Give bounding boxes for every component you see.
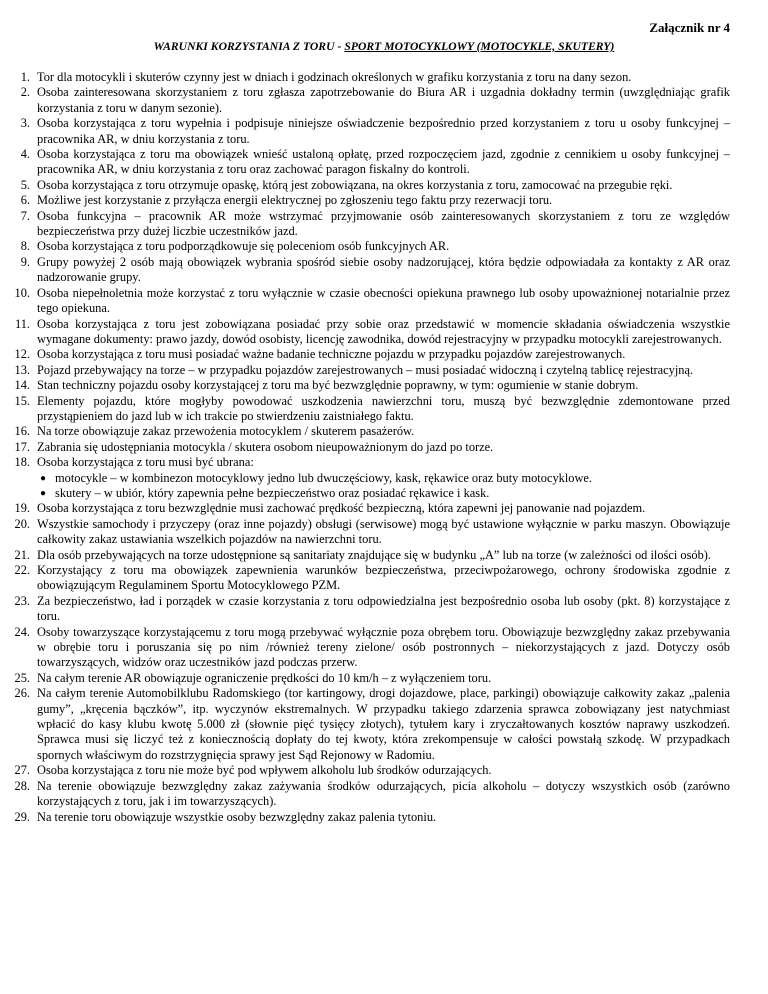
- title-prefix: WARUNKI KORZYSTANIA Z TORU -: [153, 40, 345, 53]
- rule-number: 27.: [14, 763, 30, 778]
- rule-item: [0, 424, 768, 439]
- rule-item: [0, 116, 768, 147]
- rule-item: [0, 779, 768, 810]
- rule-item: [0, 548, 768, 563]
- rule-text: Wszystkie samochody i przyczepy (oraz inne pojazdy) obsługi (serwisowe) mogą być ustawione wyłącznie w parku maszyn. Obowiązuje całkowity zakaz ustawiania wszelkich pojazdów na nawierzchni toru.: [37, 516, 730, 547]
- rule-item: [0, 394, 768, 425]
- rule-item: [0, 347, 768, 362]
- rule-number: 13.: [14, 362, 30, 377]
- rule-text: Osoba korzystająca z toru musi być ubrana:: [37, 455, 254, 470]
- rule-text: Elementy pojazdu, które mogłyby powodować uszkodzenia nawierzchni toru, muszą być bezwzględnie zdemontowane przed przystąpieniem do jazd lub w ich trakcie po stwierdzeniu zaistniałego faktu.: [37, 393, 730, 423]
- rule-text: Osoby towarzyszące korzystającemu z toru mogą przebywać wyłącznie poza obrębem toru. Obowiązuje bezwzględny zakaz przebywania w obrębie toru i poruszania się po nim /również tereny zielone/ osób postronnych – niekorzystających z jazd. Dotyczy osób towarzyszących, widzów oraz uczestników jazd podczas przerw.: [37, 624, 730, 670]
- rule-item: [0, 239, 768, 254]
- bullet-item: [37, 471, 730, 486]
- annex-number: Załącznik nr 4: [649, 20, 730, 35]
- rule-number: 19.: [14, 501, 30, 516]
- rule-text: Tor dla motocykli i skuterów czynny jest w dniach i godzinach określonych w grafiku korzystania z toru na dany sezon.: [37, 70, 632, 84]
- rule-item: [0, 625, 768, 671]
- rule-item: [0, 363, 768, 378]
- rule-number: 15.: [14, 393, 30, 408]
- rule-number: 16.: [14, 424, 30, 439]
- rule-text: Osoba funkcyjna – pracownik AR może wstrzymać przyjmowanie osób zainteresowanych skorzystaniem z toru ze względów bezpieczeństwa przy dużej liczbie uczestników jazd.: [37, 208, 730, 239]
- rule-number: 17.: [14, 439, 30, 454]
- rules-list: [0, 70, 768, 825]
- rule-number: 11.: [14, 316, 30, 331]
- rule-number: 4.: [20, 147, 30, 162]
- rule-text: Możliwe jest korzystanie z przyłącza energii elektrycznej po zgłoszeniu tego faktu przy rezerwacji toru.: [37, 193, 553, 208]
- rule-number: 26.: [14, 686, 30, 701]
- clothing-requirements-list: [37, 471, 730, 502]
- rule-number: 9.: [20, 254, 30, 269]
- rule-text: Na terenie obowiązuje bezwzględny zakaz zażywania środków odurzających, picia alkoholu – dotyczy wszystkich osób (zarówno korzystających z toru, jak i im towarzyszących).: [37, 778, 730, 809]
- rule-number: 8.: [20, 239, 30, 254]
- title-subject: SPORT MOTOCYKLOWY (MOTOCYKLE, SKUTERY): [344, 40, 615, 53]
- rule-text: Osoba korzystająca z toru jest zobowiązana posiadać przy sobie oraz przedstawić w momencie składania oświadczenia wszystkie wymagane dokumenty: prawo jazdy, dowód osobisty, licencję zawodnika, dowód rejestracyjny w przypadku motocykli zarejestrowanych.: [37, 316, 730, 346]
- rule-number: 21.: [14, 547, 30, 562]
- rule-number: 2.: [20, 85, 30, 100]
- rule-text: Osoba korzystająca z toru wypełnia i podpisuje niniejsze oświadczenie bezpośrednio przed korzystaniem z toru u osoby funkcyjnej – pracownika AR, w dniu korzystania z toru.: [37, 116, 730, 146]
- rule-item: [0, 686, 768, 763]
- rule-text: Korzystający z toru ma obowiązek zapewnienia warunków bezpieczeństwa, przeciwpożarowego, ochrony środowiska zgodnie z obowiązującym Regulaminem Sportu Motocyklowego PZM.: [37, 563, 730, 593]
- rule-text: Osoba korzystająca z toru podporządkowuje się poleceniom osób funkcyjnych AR.: [37, 239, 450, 254]
- rule-text: Na torze obowiązuje zakaz przewożenia motocyklem / skuterem pasażerów.: [37, 424, 415, 439]
- rule-item: [0, 85, 768, 116]
- rule-number: 14.: [14, 378, 30, 393]
- rule-item: [0, 255, 768, 286]
- rule-text: Osoba korzystająca z toru musi posiadać ważne badanie techniczne pojazdu w przypadku pojazdów zarejestrowanych.: [37, 347, 626, 362]
- bullet-item: [37, 486, 730, 501]
- rule-item: [0, 440, 768, 455]
- rule-item: [0, 594, 768, 625]
- rule-number: 12.: [14, 347, 30, 362]
- rule-text: Pojazd przebywający na torze – w przypadku pojazdów zarejestrowanych – musi posiadać widoczną i czytelną tablicę rejestracyjną.: [37, 362, 694, 377]
- rule-number: 1.: [20, 70, 30, 84]
- rule-item: [0, 147, 768, 178]
- rule-item: [0, 763, 768, 778]
- document-title: [0, 40, 768, 53]
- rule-item: [0, 178, 768, 193]
- rule-number: 10.: [14, 285, 30, 300]
- rule-item: [0, 671, 768, 686]
- bullet-icon: ●: [40, 472, 47, 484]
- rule-text: Osoba niepełnoletnia może korzystać z toru wyłącznie w czasie obecności opiekuna prawnego lub osoby upoważnionej notarialnie przez tego opiekuna.: [37, 285, 730, 316]
- rule-text: Grupy powyżej 2 osób mają obowiązek wybrania spośród siebie osoby nadzorującej, która będzie odpowiadała za kontakty z AR oraz nadzorowanie grupy.: [37, 254, 730, 285]
- rule-item: [0, 810, 768, 825]
- rule-number: 20.: [14, 516, 30, 531]
- rule-text: Na całym terenie Automobilklubu Radomskiego (tor kartingowy, drogi dojazdowe, place, parkingi) obowiązuje całkowity zakaz „palenia gumy”, „kręcenia bączków”, itp. wyczynów ekstremalnych. W przypadku takiego zdarzenia sprawca zobowiązany jest natychmiast wpłacić do kasy klubu kwotę 5.000 zł (słownie pięć tysięcy złotych), tytułem kary i zryczałtowanych kosztów naprawy uszkodzeń. Sprawca musi się liczyć też z koniecznością dopłaty do tej kwoty, która zrekompensuje w całości powstałą szkodę. W przypadkach spornych właściwym do rozstrzygnięcia sprawy jest Sąd Rejonowy w Radomiu.: [37, 686, 730, 762]
- rule-item: [0, 517, 768, 548]
- rule-text: Osoba korzystająca z toru bezwzględnie musi zachować prędkość bezpieczną, która zapewni jej panowanie nad pojazdem.: [37, 501, 646, 516]
- rule-number: 22.: [14, 563, 30, 577]
- rule-item: [0, 563, 768, 594]
- rule-number: 24.: [14, 624, 30, 639]
- rule-text: Na terenie toru obowiązuje wszystkie osoby bezwzględny zakaz palenia tytoniu.: [37, 809, 437, 824]
- rule-text: Stan techniczny pojazdu osoby korzystającej z toru ma być bezwzględnie poprawny, w tym: ogumienie w stanie dobrym.: [37, 378, 639, 393]
- rule-number: 23.: [14, 593, 30, 608]
- rule-item: [0, 286, 768, 317]
- bullet-text: skutery – w ubiór, który zapewnia pełne bezpieczeństwo oraz posiadać rękawice i kask.: [55, 485, 490, 500]
- rule-text: Na całym terenie AR obowiązuje ograniczenie prędkości do 10 km/h – z wyłączeniem toru.: [37, 670, 492, 685]
- rule-text: Dla osób przebywających na torze udostępnione są sanitariaty znajdujące się w budynku „A” lub na torze (w zależności od ilości osób).: [37, 547, 712, 562]
- rule-text: Za bezpieczeństwo, ład i porządek w czasie korzystania z toru odpowiedzialna jest bezpośrednio osoba lub osoby (pkt. 8) korzystające z toru.: [37, 593, 730, 624]
- rule-number: 25.: [14, 670, 30, 685]
- rule-text: Osoba korzystająca z toru otrzymuje opaskę, którą jest zobowiązana, na okres korzystania z toru, zamocować na przegubie ręki.: [37, 177, 673, 192]
- rule-item: [0, 501, 768, 516]
- rule-text: Osoba korzystająca z toru ma obowiązek wnieść ustaloną opłatę, przed rozpoczęciem jazd, zgodnie z cennikiem u osoby funkcyjnej – pracownika AR, w dniu korzystania z toru oraz zachować paragon fiskalny do kontroli.: [37, 147, 730, 177]
- rule-number: 18.: [14, 455, 30, 470]
- bullet-icon: ●: [40, 487, 47, 499]
- rule-number: 28.: [14, 778, 30, 793]
- rule-number: 7.: [20, 208, 30, 223]
- rule-item: [0, 455, 768, 501]
- rule-number: 5.: [20, 177, 30, 192]
- rule-number: 3.: [20, 116, 30, 131]
- rule-item: [0, 378, 768, 393]
- rule-item: [0, 209, 768, 240]
- bullet-text: motocykle – w kombinezon motocyklowy jedno lub dwuczęściowy, kask, rękawice oraz buty motocyklowe.: [55, 470, 593, 485]
- rule-item: [0, 70, 768, 85]
- rule-number: 29.: [14, 809, 30, 824]
- rule-item: [0, 317, 768, 348]
- rule-item: [0, 193, 768, 208]
- rule-text: Zabrania się udostępniania motocykla / skutera osobom nieupoważnionym do jazd po torze.: [37, 439, 494, 454]
- rule-text: Osoba zainteresowana skorzystaniem z toru zgłasza zapotrzebowanie do Biura AR i uzgadnia dokładny termin (uwzględniając grafik korzystania z toru w danym sezonie).: [37, 85, 730, 115]
- rule-text: Osoba korzystająca z toru nie może być pod wpływem alkoholu lub środków odurzających.: [37, 763, 492, 778]
- rule-number: 6.: [20, 193, 30, 208]
